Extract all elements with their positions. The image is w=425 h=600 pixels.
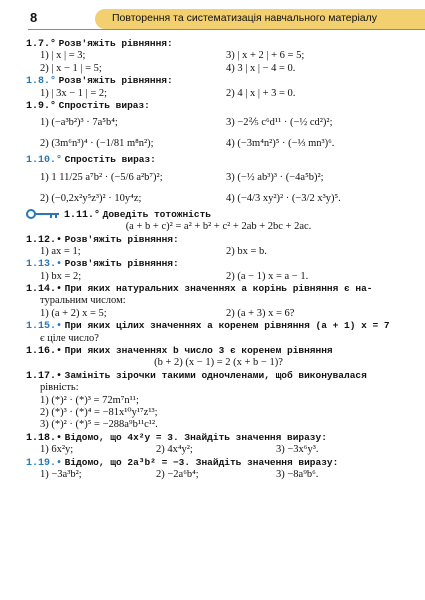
header-divider <box>28 29 425 30</box>
exercise-number: 1.17. <box>26 370 57 382</box>
formula-line: (a + b + c)² = a² + b² + c² + 2ab + 2bc + 2ac. <box>125 221 312 233</box>
task-item: 1) 1 11/25 a⁷b² · (−5/6 a²b⁷)²; <box>40 171 163 183</box>
task-item: 3) | x + 2 | + 6 = 5; <box>226 50 305 62</box>
task-item: 4) 3 | x | − 4 = 0. <box>226 62 296 74</box>
exercise-heading <box>26 345 411 357</box>
task-item: 3) −2⅖ c⁶d¹¹ · (−½ cd²)²; <box>226 117 333 129</box>
difficulty-mark: ° <box>50 100 57 112</box>
formula-line: (b + 2) (x − 1) = 2 (x + b − 1)? <box>154 357 283 369</box>
exercise-heading <box>26 209 411 221</box>
task-item: туральним числом: <box>40 295 126 307</box>
exercise-prompt: При яких значеннях b число 3 є коренем рівняння <box>64 345 333 357</box>
exercise-prompt: При яких цілих значеннях a коренем рівняння (a + 1) x = 7 <box>64 320 390 332</box>
exercise-prompt: При яких натуральних значеннях a корінь рівняння є на- <box>64 283 373 295</box>
difficulty-mark: • <box>56 432 63 444</box>
difficulty-mark: • <box>56 346 63 358</box>
difficulty-mark: ° <box>50 76 57 88</box>
task-item: рівність: <box>40 382 79 394</box>
difficulty-mark: ° <box>56 155 63 167</box>
exercise-number: 1.7. <box>26 39 51 50</box>
exercise-line <box>26 357 411 369</box>
exercise-line <box>26 112 411 133</box>
task-item: 3) (*)² · (*)⁵ = −288a⁹b¹¹c¹². <box>40 419 158 431</box>
exercise-number: 1.19. <box>26 457 57 469</box>
exercise-number: 1.12. <box>26 234 57 246</box>
exercise-prompt: Розв'яжіть рівняння: <box>64 258 179 270</box>
exercise-heading <box>26 100 411 112</box>
exercise-line <box>26 308 411 320</box>
exercise-heading <box>26 38 411 50</box>
task-item: 2) bx = b. <box>226 245 267 257</box>
task-item: 2) (*)³ · (*)⁴ = −81x¹⁰y¹⁷z¹³; <box>40 406 158 418</box>
task-item: 2) | x − 1 | = 5; <box>40 62 102 74</box>
exercise-prompt: Замініть зірочки такими одночленами, щоб виконувалася <box>64 369 367 381</box>
exercise-heading <box>26 75 411 87</box>
exercise-line <box>26 469 411 481</box>
difficulty-mark: • <box>56 370 63 382</box>
difficulty-mark: ° <box>50 39 57 50</box>
exercise-line <box>26 167 411 188</box>
task-item: 2) (a + 3) x = 6? <box>226 307 295 319</box>
exercise-prompt: Відомо, що 2a³b² = −3. Знайдіть значення виразу: <box>64 456 339 468</box>
exercise-line <box>26 50 411 62</box>
task-item: 2) −2a⁶b⁴; <box>156 468 199 480</box>
exercise-number: 1.13. <box>26 259 57 271</box>
exercise-prompt: Розв'яжіть рівняння: <box>58 75 173 87</box>
exercise-line <box>26 271 411 283</box>
task-item: 3) −3x⁶y³. <box>276 444 319 456</box>
task-item: 1) (*)² · (*)³ = 72m⁷n¹¹; <box>40 394 139 406</box>
exercise-number: 1.10. <box>26 155 57 167</box>
task-item: 3) (−½ ab³)³ · (−4a⁵b)²; <box>226 171 324 183</box>
task-item: 1) | x | = 3; <box>40 50 86 62</box>
exercise-number: 1.11. <box>64 209 95 221</box>
exercise-heading <box>26 457 411 469</box>
exercise-line <box>26 295 411 307</box>
exercise-line <box>26 333 411 345</box>
exercise-line <box>26 395 411 407</box>
exercise-number: 1.15. <box>26 321 57 333</box>
exercise-heading <box>26 370 411 382</box>
exercise-line <box>26 221 411 233</box>
task-item: 4) (−4/3 xy²)² · (−3/2 x³y)⁵. <box>226 192 341 204</box>
exercise-line <box>26 188 411 209</box>
exercise-number: 1.18. <box>26 432 57 444</box>
exercise-prompt: Відомо, що 4x²y = 3. Знайдіть значення виразу: <box>64 431 327 443</box>
difficulty-mark: • <box>56 284 63 296</box>
task-item: є ціле число? <box>40 332 99 344</box>
exercise-number: 1.14. <box>26 284 57 296</box>
key-icon <box>26 209 60 219</box>
chapter-title: Повторення та систематизація навчального матеріалу <box>112 12 377 24</box>
exercise-heading <box>26 432 411 444</box>
difficulty-mark: • <box>56 321 63 333</box>
exercise-prompt: Спростіть вираз: <box>64 154 156 166</box>
exercise-prompt: Розв'яжіть рівняння: <box>64 233 179 245</box>
task-item: 1) bx = 2; <box>40 270 82 282</box>
page-number: 8 <box>30 10 38 25</box>
task-item: 1) ax = 1; <box>40 245 81 257</box>
task-item: 1) | 3x − 1 | = 2; <box>40 87 108 99</box>
difficulty-mark: • <box>56 259 63 271</box>
exercise-line <box>26 88 411 100</box>
exercise-prompt: Розв'яжіть рівняння: <box>58 38 173 49</box>
exercise-heading <box>26 283 411 295</box>
task-item: 2) (3m⁶n³)⁴ · (−1/81 m⁸n²); <box>40 138 154 150</box>
exercise-line <box>26 419 411 431</box>
task-item: 1) (a + 2) x = 5; <box>40 307 107 319</box>
exercise-heading <box>26 234 411 246</box>
exercise-line <box>26 246 411 258</box>
exercise-line <box>26 407 411 419</box>
task-item: 1) (−a³b²)³ · 7a⁵b⁴; <box>40 117 118 129</box>
task-item: 2) 4 | x | + 3 = 0. <box>226 87 296 99</box>
exercise-line <box>26 382 411 394</box>
difficulty-mark: • <box>56 457 63 469</box>
task-item: 2) (a − 1) x = a − 1. <box>226 270 309 282</box>
task-item: 1) 6x²y; <box>40 444 74 456</box>
exercise-heading <box>26 154 411 166</box>
exercise-number: 1.16. <box>26 346 57 358</box>
exercise-heading <box>26 258 411 270</box>
difficulty-mark: • <box>56 234 63 246</box>
exercise-prompt: Доведіть тотожність <box>102 208 211 220</box>
task-item: 3) −8a⁹b⁶. <box>276 468 319 480</box>
exercise-prompt: Спростіть вираз: <box>58 99 150 111</box>
task-item: 4) (−3m⁴n²)⁵ · (−⅓ mn³)⁶. <box>226 138 335 150</box>
task-item: 2) 4x⁴y²; <box>156 444 193 456</box>
exercise-line <box>26 63 411 75</box>
exercise-number: 1.9. <box>26 100 51 112</box>
task-item: 1) −3a³b²; <box>40 468 82 480</box>
exercise-heading <box>26 320 411 332</box>
exercise-number: 1.8. <box>26 76 51 88</box>
task-item: 2) (−0,2x²y⁵z³)² · 10y⁴z; <box>40 192 142 204</box>
exercise-line <box>26 133 411 154</box>
exercise-line <box>26 444 411 456</box>
exercise-list <box>26 38 411 481</box>
difficulty-mark: ° <box>94 209 101 221</box>
page-header <box>0 0 425 32</box>
